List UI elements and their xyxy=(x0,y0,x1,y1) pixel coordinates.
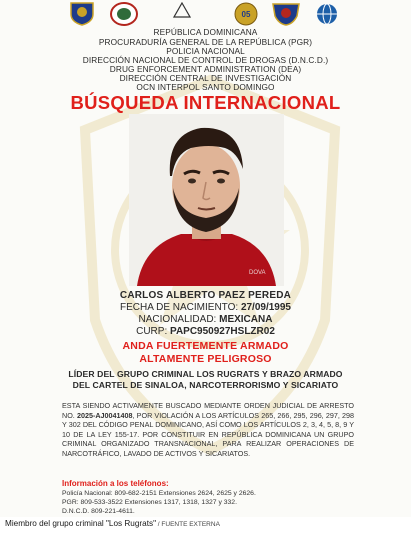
contact-title: Información a los teléfonos: xyxy=(62,479,169,488)
caption-source: / FUENTE EXTERNA xyxy=(155,521,220,528)
arrest-order-number: 2025-AJ0041408 xyxy=(76,410,133,420)
warrant-text-part-2: , POR VIOLACIÓN A LOS ARTÍCULOS 265, 266, 295, 296, 297, 298 Y 302 DEL CÓDIGO PENAL DOMINICANO, ASÍ COMO LOS ARTÍCULOS 2, 3, 4, 5, 8, 9 Y 10 DE LA LEY 155-17. POR CONSTITUIR EN REPÚBLICA DOMINICANA UN GRUPO CRIMINAL ORGANIZADO TRANSNACIONAL, PARA REALIZAR OPERACIONES DE NARCOTRÁFICO, LAVADO DE ACTIVOS Y SICARIATOS. xyxy=(62,410,354,458)
description-line-2: DEL CARTEL DE SINALOA, NARCOTERRORISMO Y SICARIATO xyxy=(72,380,339,390)
caption-text: Miembro del grupo criminal "Los Rugrats" xyxy=(5,519,156,528)
nationality-value: MEXICANA xyxy=(219,314,273,325)
dncd-badge-logo xyxy=(233,2,259,26)
suspect-portrait-image xyxy=(129,114,284,286)
warrant-text-part-1: ESTA SIENDO ACTIVAMENTE BUSCADO MEDIANTE ORDEN JUDICIAL DE ARRESTO NO. xyxy=(62,401,354,420)
dob-label: FECHA DE NACIMIENTO: xyxy=(119,302,239,313)
dob-value: 27/09/1995 xyxy=(240,302,291,313)
header-line-country: REPÚBLICA DOMINICANA xyxy=(153,27,258,37)
dea-seal-logo xyxy=(269,2,303,26)
small-emblem-icon xyxy=(173,2,191,18)
curp-value: PAPC950927HSLZR02 xyxy=(170,326,275,337)
shirt-label-text: DOVA xyxy=(249,270,266,276)
poster-title: BÚSQUEDA INTERNACIONAL xyxy=(70,92,341,113)
warning-armed: ANDA FUERTEMENTE ARMADO xyxy=(122,340,289,352)
pgr-seal-logo xyxy=(109,2,139,26)
header-line-interpol: OCN INTERPOL SANTO DOMINGO xyxy=(136,82,275,92)
header-line-dncd: DIRECCIÓN NACIONAL DE CONTROL DE DROGAS (D.N.C.D.) xyxy=(82,55,329,65)
agency-logos xyxy=(0,2,411,26)
header-line-dea: DRUG ENFORCEMENT ADMINISTRATION (DEA) xyxy=(109,64,302,74)
interpol-globe-logo xyxy=(313,2,341,26)
date-of-birth xyxy=(0,302,411,313)
header-line-pgr: PROCURADURÍA GENERAL DE LA REPÚBLICA (PGR) xyxy=(98,37,313,47)
description-line-1: LÍDER DEL GRUPO CRIMINAL LOS RUGRATS Y BRAZO ARMADO xyxy=(68,369,343,379)
nationality xyxy=(0,314,411,325)
nationality-label: NACIONALIDAD: xyxy=(138,314,217,325)
contact-police-phone: Policía Nacional: 809-682-2151 Extensiones 2624, 2625 y 2626. xyxy=(62,490,256,497)
curp-label: CURP: xyxy=(136,326,168,337)
suspect-photo xyxy=(129,114,284,286)
warning-dangerous: ALTAMENTE PELIGROSO xyxy=(139,353,272,365)
header-line-police: POLICIA NACIONAL xyxy=(166,46,245,56)
curp xyxy=(0,326,411,337)
arrest-warrant-text xyxy=(62,401,354,459)
contact-pgr-phone: PGR: 809-533-3522 Extensiones 1317, 1318, 1327 y 332. xyxy=(62,499,237,506)
contact-dncd-phone: D.N.C.D. 809-221-4611. xyxy=(62,508,135,515)
header-line-investigation: DIRECCIÓN CENTRAL DE INVESTIGACIÓN xyxy=(119,73,292,83)
image-caption xyxy=(5,519,220,528)
police-shield-logo xyxy=(68,2,96,26)
dncd-badge-text: 05 xyxy=(241,10,251,19)
suspect-name: CARLOS ALBERTO PAEZ PEREDA xyxy=(119,290,292,301)
